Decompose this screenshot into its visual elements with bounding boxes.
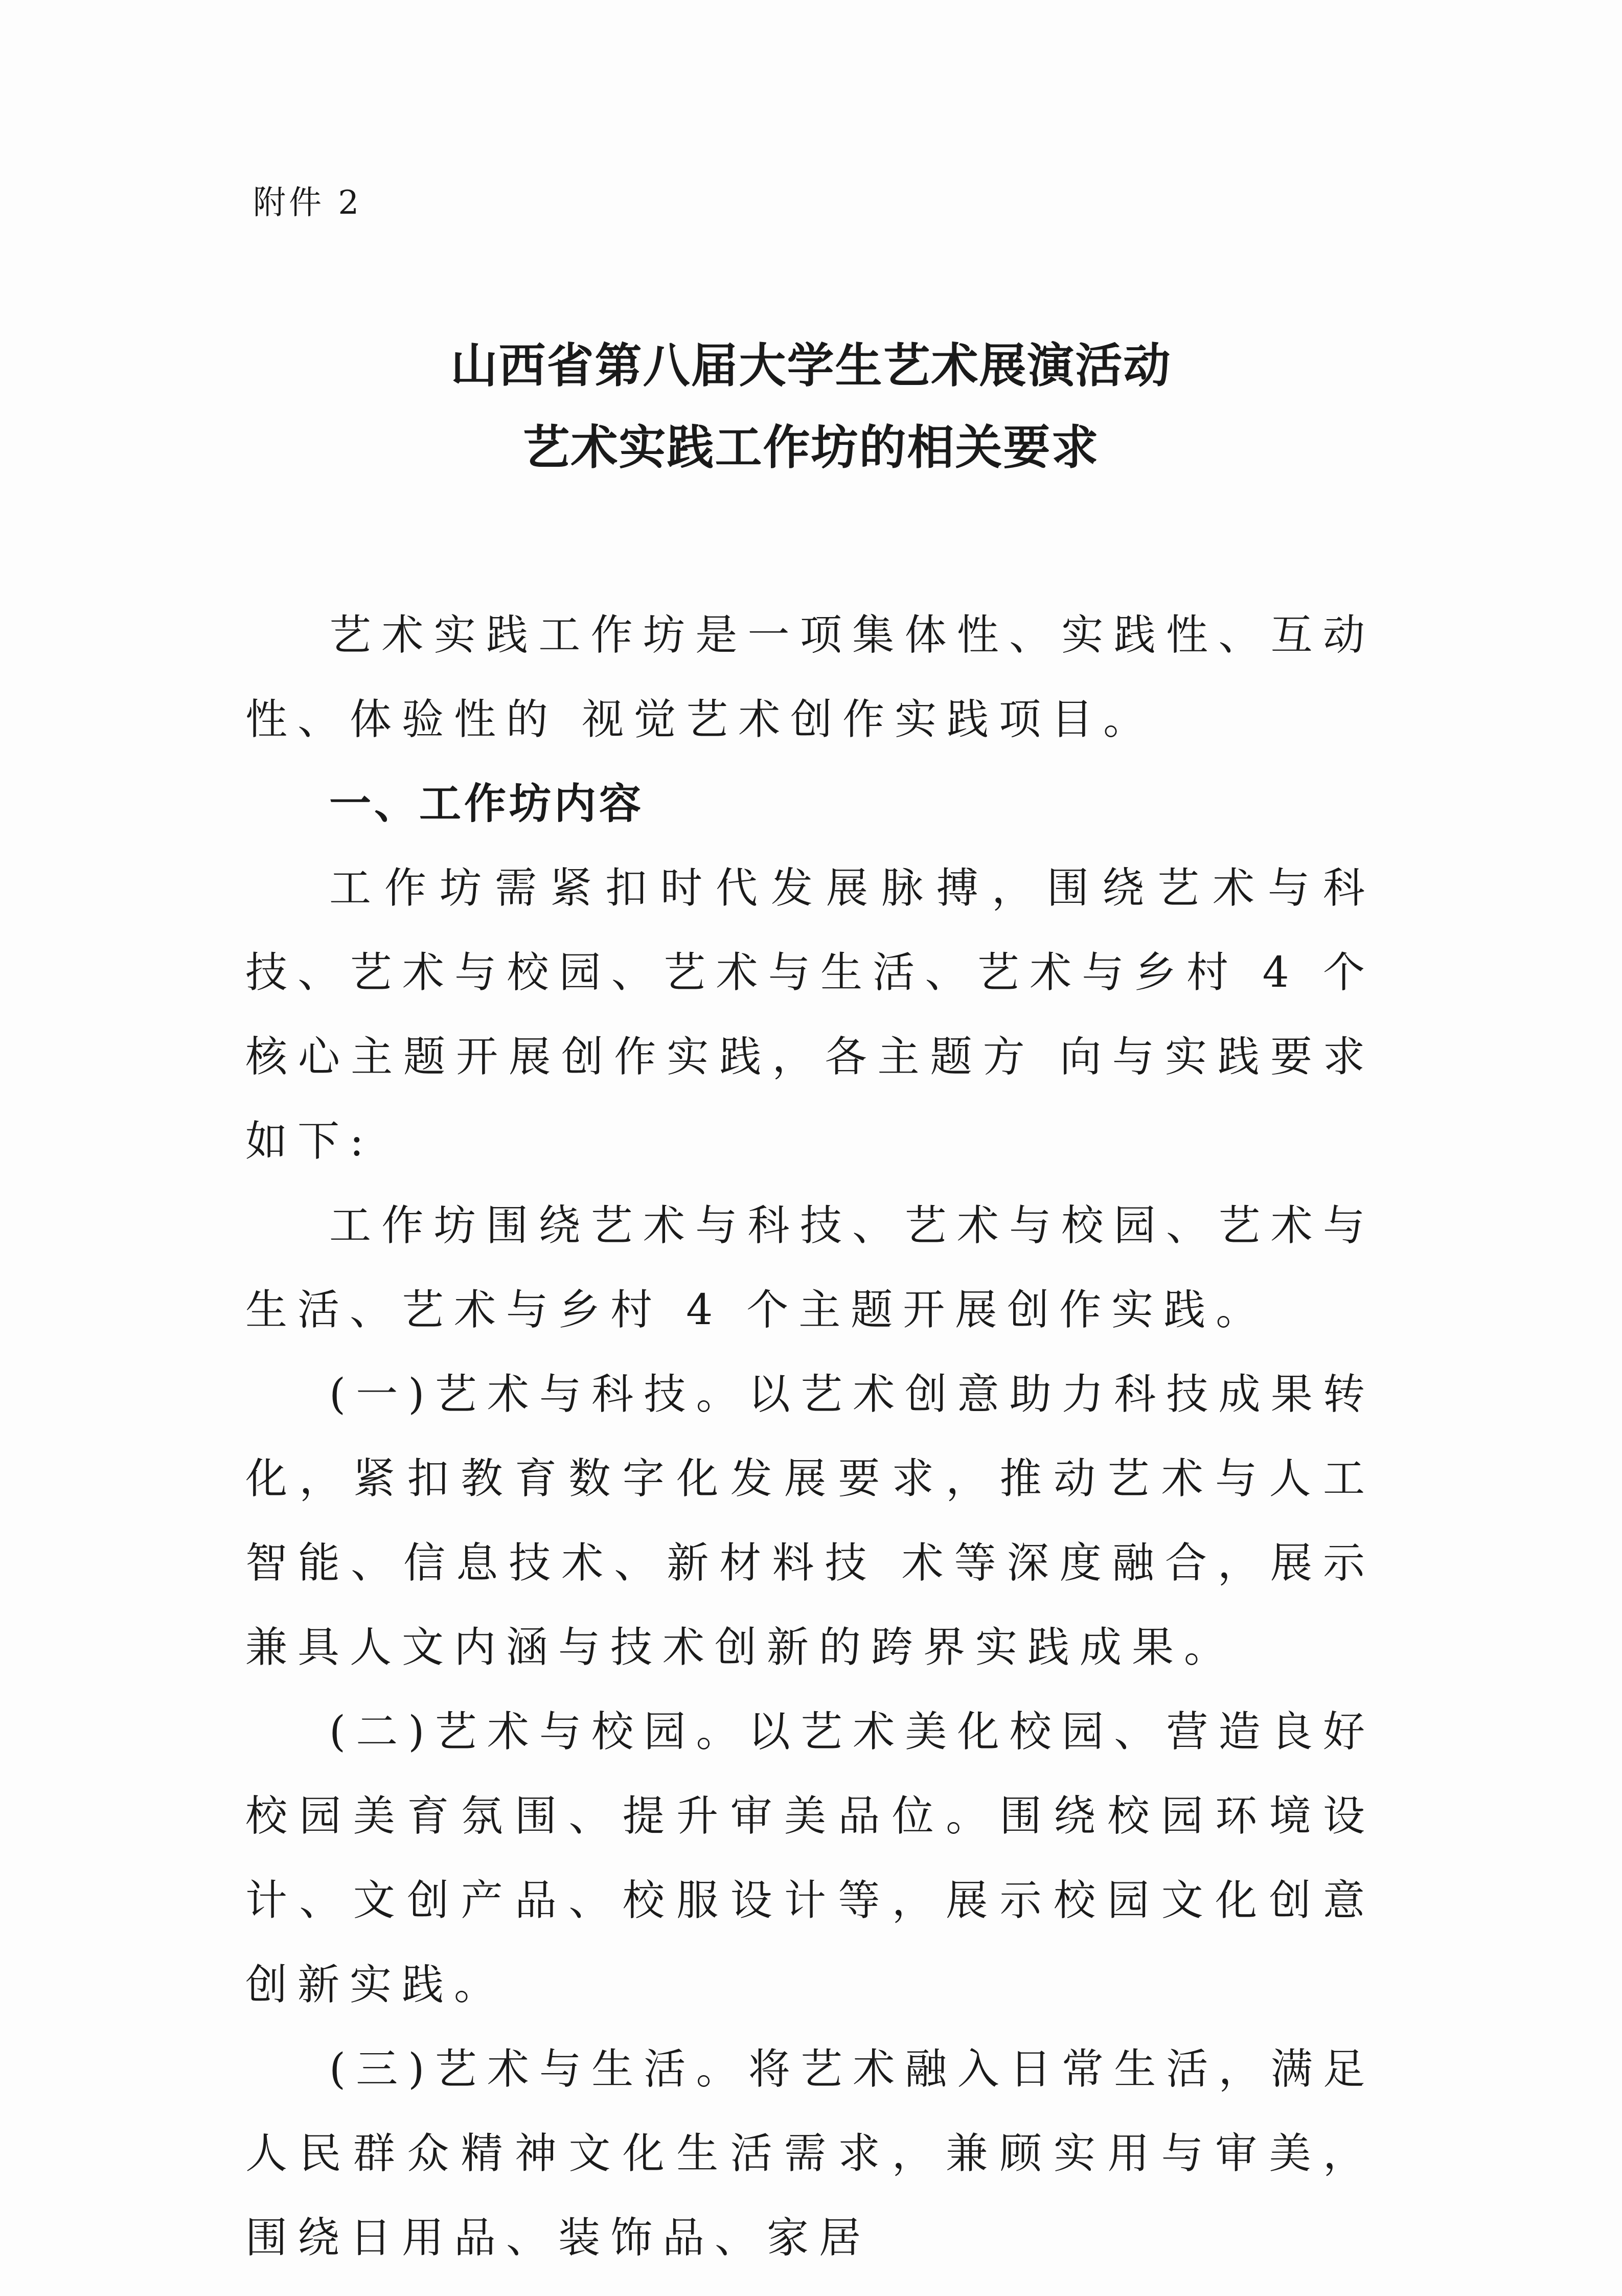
paragraph-2: 工作坊围绕艺术与科技、艺术与校园、艺术与生活、艺术与乡村 4 个主题开展创作实践。 xyxy=(245,1201,1375,1334)
paragraph-3: (一)艺术与科技。以艺术创意助力科技成果转化，紧扣教育数字化发展要求，推动艺术与人工智能、信息技术、新材料技 术等深度融合，展示兼具人文内涵与技术创新的跨界实践成果。 xyxy=(245,1370,1375,1672)
paragraph-4: (二)艺术与校园。以艺术美化校园、营造良好校园美育氛围、提升审美品位。围绕校园环境设计、文创产品、校服设计等，展示校园文化创意创新实践。 xyxy=(245,1708,1375,2009)
document-title-line-1: 山西省第八届大学生艺术展演活动 xyxy=(450,338,1172,393)
document-body xyxy=(245,593,1375,2280)
attachment-label: 附件 2 xyxy=(253,184,362,222)
paragraph-1: 工作坊需紧扣时代发展脉搏，围绕艺术与科技、艺术与校园、艺术与生活、艺术与乡村 4 个核心主题开展创作实践，各主题方 向与实践要求如下: xyxy=(245,864,1375,1166)
paragraph-5: (三)艺术与生活。将艺术融入日常生活，满足人民群众精神文化生活需求，兼顾实用与审美，围绕日用品、装饰品、家居 xyxy=(245,2045,1375,2262)
intro-paragraph: 艺术实践工作坊是一项集体性、实践性、互动性、体验性的 视觉艺术创作实践项目。 xyxy=(245,611,1375,744)
section-heading-1: 一、工作坊内容 xyxy=(329,780,645,828)
document-title-line-2: 艺术实践工作坊的相关要求 xyxy=(522,420,1100,475)
